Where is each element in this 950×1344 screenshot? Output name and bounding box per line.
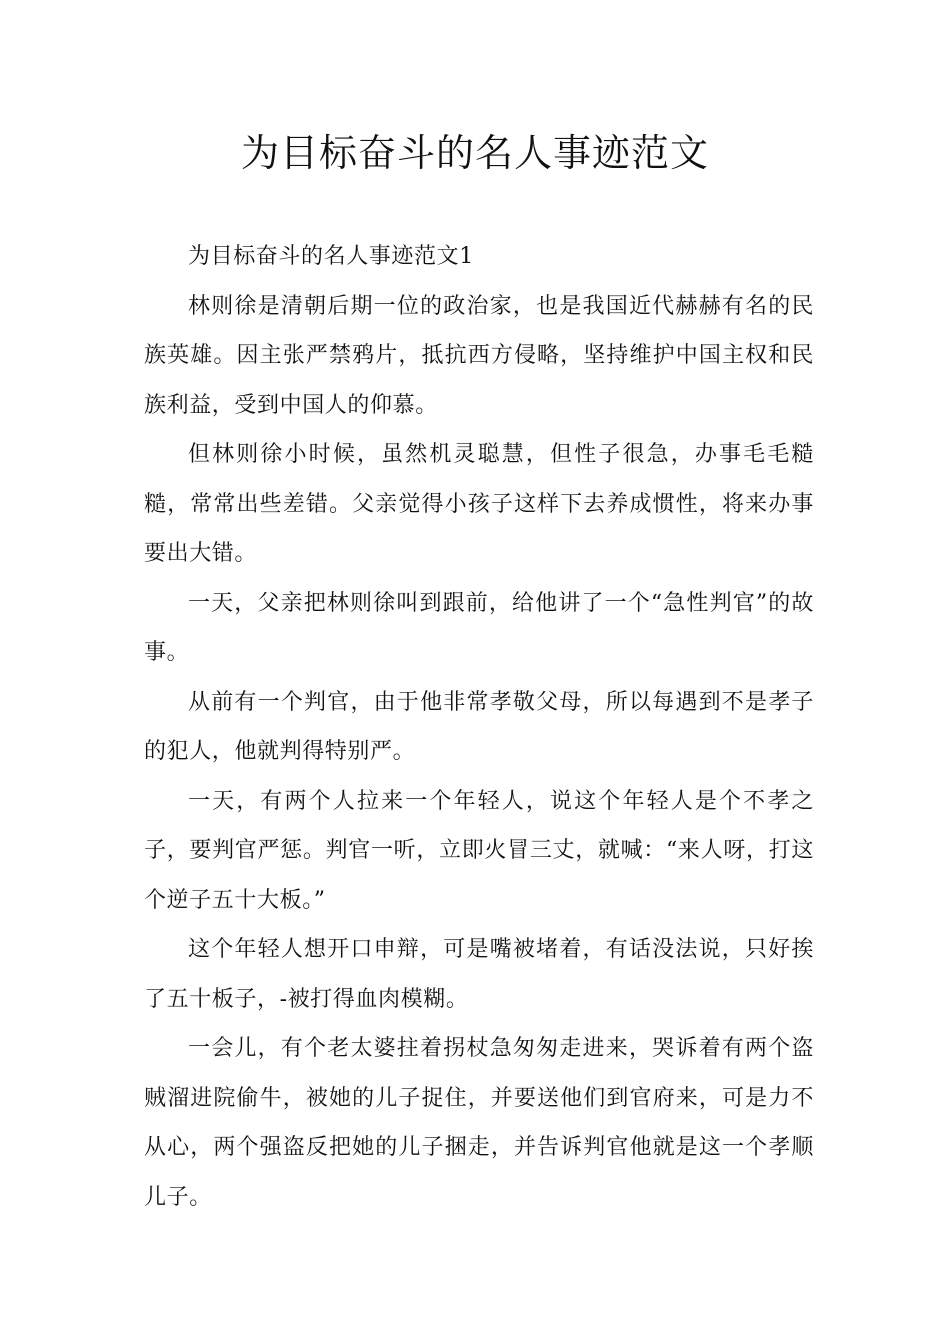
paragraph: 一天，有两个人拉来一个年轻人，说这个年轻人是个不孝之子，要判官严惩。判官一听，立即火冒三丈，就喊：“来人呀，打这个逆子五十大板。”	[144, 788, 814, 913]
paragraph: 这个年轻人想开口申辩，可是嘴被堵着，有话没法说，只好挨了五十板子，-被打得血肉模糊。	[144, 937, 814, 1012]
paragraph: 一会儿，有个老太婆拄着拐杖急匆匆走进来，哭诉着有两个盗贼溜进院偷牛，被她的儿子捉住，并要送他们到官府来，可是力不从心，两个强盗反把她的儿子捆走，并告诉判官他就是这一个孝顺儿子。	[144, 1036, 814, 1210]
paragraph-subtitle: 为目标奋斗的名人事迹范文1	[188, 244, 474, 269]
paragraph: 从前有一个判官，由于他非常孝敬父母，所以每遇到不是孝子的犯人，他就判得特别严。	[144, 689, 814, 764]
paragraph: 但林则徐小时候，虽然机灵聪慧，但性子很急，办事毛毛糙糙，常常出些差错。父亲觉得小孩子这样下去养成惯性，将来办事要出大错。	[144, 442, 814, 566]
paragraph: 林则徐是清朝后期一位的政治家，也是我国近代赫赫有名的民族英雄。因主张严禁鸦片，抵抗西方侵略，坚持维护中国主权和民族利益，受到中国人的仰慕。	[144, 293, 814, 418]
document-body	[144, 232, 814, 1222]
document-title: 为目标奋斗的名人事迹范文	[240, 131, 709, 175]
paragraph: 一天，父亲把林则徐叫到跟前，给他讲了一个“急性判官”的故事。	[144, 590, 814, 665]
